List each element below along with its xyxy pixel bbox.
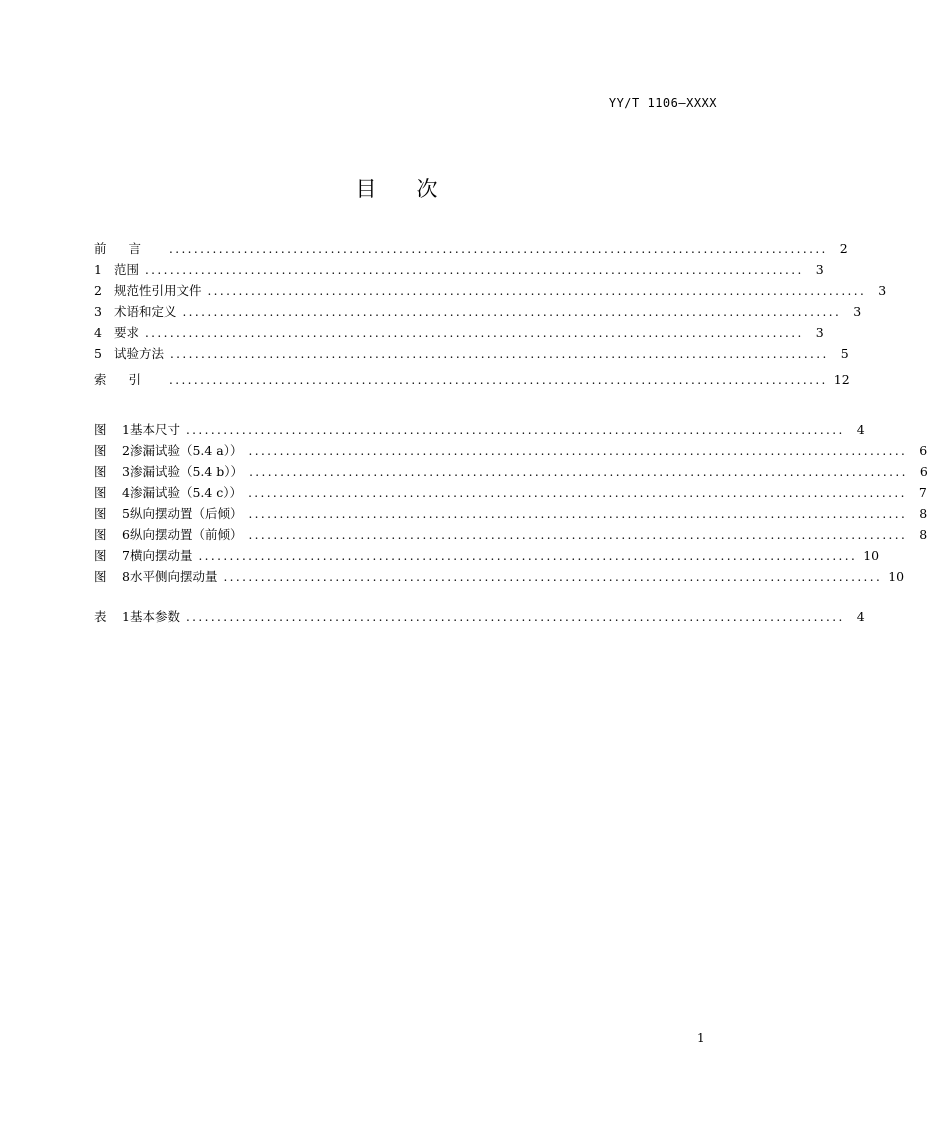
leader-dots: .......................................................................................................... bbox=[169, 242, 828, 256]
figure-num: 1 bbox=[122, 422, 130, 437]
figure-prefix: 图 bbox=[94, 569, 107, 584]
leader-dots: .......................................................................................................... bbox=[207, 284, 867, 298]
table-entry-1[interactable] bbox=[94, 606, 865, 627]
toc-num: 4 bbox=[94, 325, 102, 340]
leader-dots: .......................................................................................................... bbox=[248, 444, 908, 458]
toc-label: 范围 bbox=[113, 262, 139, 277]
toc-page: 3 bbox=[853, 304, 862, 319]
leader-dots: .......................................................................................................... bbox=[248, 486, 907, 500]
table-prefix: 表 bbox=[94, 609, 107, 624]
table-page: 4 bbox=[856, 609, 865, 624]
toc-page: 12 bbox=[833, 372, 850, 387]
figure-num: 5 bbox=[122, 506, 130, 521]
leader-dots: .......................................................................................................... bbox=[185, 423, 845, 437]
figure-num: 4 bbox=[122, 485, 130, 500]
toc-main bbox=[94, 238, 887, 390]
toc-figures bbox=[94, 419, 928, 587]
title-char-2: 次 bbox=[416, 177, 438, 201]
leader-dots: .......................................................................................................... bbox=[169, 347, 829, 361]
figure-prefix: 图 bbox=[94, 422, 107, 437]
standard-code: YY/T 1106—XXXX bbox=[608, 96, 717, 110]
toc-num: 1 bbox=[94, 262, 102, 277]
toc-entry-foreword[interactable] bbox=[94, 238, 848, 259]
leader-dots: .......................................................................................................... bbox=[182, 305, 842, 319]
figure-prefix: 图 bbox=[94, 506, 107, 521]
figure-prefix: 图 bbox=[94, 548, 107, 563]
toc-label: 规范性引用文件 bbox=[113, 283, 202, 298]
figure-num: 6 bbox=[122, 527, 130, 542]
toc-entry-3[interactable] bbox=[94, 301, 862, 322]
figure-page: 10 bbox=[863, 548, 880, 563]
figure-page: 4 bbox=[856, 422, 865, 437]
figure-page: 7 bbox=[918, 485, 927, 500]
figure-num: 3 bbox=[122, 464, 130, 479]
leader-dots: .......................................................................................................... bbox=[248, 507, 908, 521]
figure-label: 渗漏试验（5.4 b）） bbox=[129, 464, 244, 479]
figure-num: 7 bbox=[122, 548, 130, 563]
toc-page: 3 bbox=[815, 262, 824, 277]
figure-label: 纵向摆动置（前倾） bbox=[129, 527, 243, 542]
figure-entry-4[interactable] bbox=[94, 482, 927, 503]
figure-prefix: 图 bbox=[94, 464, 107, 479]
figure-entry-1[interactable] bbox=[94, 419, 865, 440]
figure-num: 2 bbox=[122, 443, 130, 458]
figure-entry-3[interactable] bbox=[94, 461, 928, 482]
toc-tables bbox=[94, 606, 865, 627]
figure-entry-7[interactable] bbox=[94, 545, 880, 566]
title-char-1: 目 bbox=[355, 177, 377, 201]
toc-entry-1[interactable] bbox=[94, 259, 824, 280]
toc-label: 前言 bbox=[94, 241, 164, 256]
leader-dots: .......................................................................................................... bbox=[144, 263, 804, 277]
figure-num: 8 bbox=[122, 569, 130, 584]
toc-num: 3 bbox=[94, 304, 102, 319]
toc-page: 2 bbox=[839, 241, 848, 256]
toc-num: 5 bbox=[94, 346, 102, 361]
figure-entry-5[interactable] bbox=[94, 503, 928, 524]
figure-entry-2[interactable] bbox=[94, 440, 928, 461]
toc-page: 5 bbox=[840, 346, 849, 361]
leader-dots: .......................................................................................................... bbox=[185, 610, 845, 624]
toc-page: 3 bbox=[815, 325, 824, 340]
leader-dots: .......................................................................................................... bbox=[169, 373, 828, 387]
leader-dots: .......................................................................................................... bbox=[223, 570, 883, 584]
figure-label: 横向摆动量 bbox=[129, 548, 193, 563]
figure-prefix: 图 bbox=[94, 485, 107, 500]
leader-dots: .......................................................................................................... bbox=[248, 528, 908, 542]
toc-label: 要求 bbox=[113, 325, 139, 340]
figure-page: 6 bbox=[919, 443, 928, 458]
figure-entry-6[interactable] bbox=[94, 524, 928, 545]
figure-label: 渗漏试验（5.4 a）） bbox=[129, 443, 243, 458]
leader-dots: .......................................................................................................... bbox=[144, 326, 804, 340]
figure-page: 8 bbox=[919, 527, 928, 542]
figure-label: 纵向摆动置（后倾） bbox=[129, 506, 243, 521]
toc-label: 术语和定义 bbox=[113, 304, 177, 319]
figure-prefix: 图 bbox=[94, 443, 107, 458]
page-title bbox=[0, 173, 793, 203]
table-num: 1 bbox=[122, 609, 130, 624]
figure-page: 8 bbox=[919, 506, 928, 521]
toc-page: 3 bbox=[878, 283, 887, 298]
figure-label: 水平侧向摆动量 bbox=[129, 569, 218, 584]
leader-dots: .......................................................................................................... bbox=[198, 549, 858, 563]
toc-label: 索引 bbox=[94, 372, 164, 387]
figure-prefix: 图 bbox=[94, 527, 107, 542]
page-number: 1 bbox=[697, 1031, 705, 1045]
leader-dots: .......................................................................................................... bbox=[249, 465, 908, 479]
figure-label: 渗漏试验（5.4 c）） bbox=[129, 485, 243, 500]
figure-label: 基本尺寸 bbox=[129, 422, 180, 437]
toc-entry-index[interactable] bbox=[94, 369, 850, 390]
figure-page: 6 bbox=[919, 464, 928, 479]
toc-num: 2 bbox=[94, 283, 102, 298]
figure-page: 10 bbox=[888, 569, 905, 584]
table-label: 基本参数 bbox=[129, 609, 180, 624]
toc-entry-5[interactable] bbox=[94, 343, 849, 364]
figure-entry-8[interactable] bbox=[94, 566, 905, 587]
toc-label: 试验方法 bbox=[113, 346, 164, 361]
toc-entry-2[interactable] bbox=[94, 280, 887, 301]
toc-entry-4[interactable] bbox=[94, 322, 824, 343]
